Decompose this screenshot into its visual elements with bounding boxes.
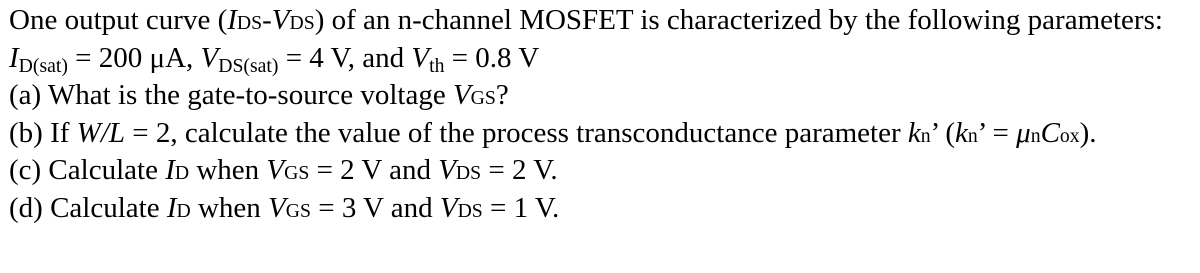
question-d [9,190,1194,228]
question-d-text-1: (d) Calculate [9,191,167,224]
question-a-end: ? [495,79,509,111]
kn-symbol-def: k [955,116,968,149]
question-d-text-2: when [190,191,269,224]
question-d-end: = 1 V. [482,191,560,224]
vds-sat-symbol: V [200,41,219,74]
vds-sat-subscript: DS(sat) [218,55,279,78]
question-c-text-2: when [189,154,267,186]
vth-value: = 0.8 V [444,41,540,74]
id-subscript: D [176,199,191,222]
l-symbol: L [108,116,126,149]
cox-symbol: C [1040,116,1060,149]
problem-intro [9,2,1194,40]
current-subscript: DS [236,12,263,34]
mobility-symbol: μ [1016,116,1031,149]
question-b-text-1: (b) If [9,116,77,149]
id-sat-symbol: I [9,41,19,74]
voltage-symbol: V [271,4,290,36]
problem-parameters [9,40,1194,78]
vds-subscript: DS [457,199,483,222]
vgs-symbol: V [266,154,285,186]
intro-text-1: One output curve ( [9,4,228,36]
vds-symbol: V [439,191,458,224]
question-d-text-3: = 3 V and [310,191,440,224]
id-sat-subscript: D(sat) [18,55,68,78]
intro-dash: - [262,4,272,36]
question-a [9,77,1194,115]
id-sat-value: = 200 μA, [67,41,201,74]
question-a-text: (a) What is the gate-to-source voltage [9,79,453,111]
mobility-subscript: n [1030,124,1041,147]
question-c-end: = 2 V. [481,154,558,186]
question-c-text-1: (c) Calculate [9,154,166,186]
vgs-subscript: GS [285,199,311,222]
id-symbol: I [166,191,177,224]
vth-symbol: V [411,41,430,74]
question-b-text-4: ’ = [977,116,1017,149]
kn-subscript-def: n [967,124,978,147]
cox-subscript: ox [1059,124,1080,147]
id-symbol: I [165,154,175,186]
id-subscript: D [174,162,190,184]
vgs-symbol: V [452,79,471,111]
vds-sat-value: = 4 V, and [278,41,412,74]
voltage-subscript: DS [289,12,315,34]
question-b [9,115,1194,153]
question-c [9,152,1194,190]
question-b-end: ). [1079,116,1097,149]
vth-subscript: th [429,55,445,78]
w-symbol: W [76,116,101,149]
vgs-subscript: GS [284,162,310,184]
question-b-text-2: = 2, calculate the value of the process transconductance parameter [125,116,908,149]
intro-text-2: ) of an n-channel MOSFET is characterized by the following parameters: [314,4,1163,36]
vgs-subscript: GS [470,87,496,109]
problem-text [9,0,1194,227]
current-symbol: I [227,4,237,36]
question-b-text-3: ’ ( [930,116,956,149]
kn-subscript: n [920,124,931,147]
vgs-symbol: V [268,191,286,224]
vds-subscript: DS [455,162,482,184]
question-c-text-3: = 2 V and [309,154,439,186]
ratio-slash: / [100,116,109,149]
kn-symbol: k [907,116,921,149]
vds-symbol: V [438,154,456,186]
